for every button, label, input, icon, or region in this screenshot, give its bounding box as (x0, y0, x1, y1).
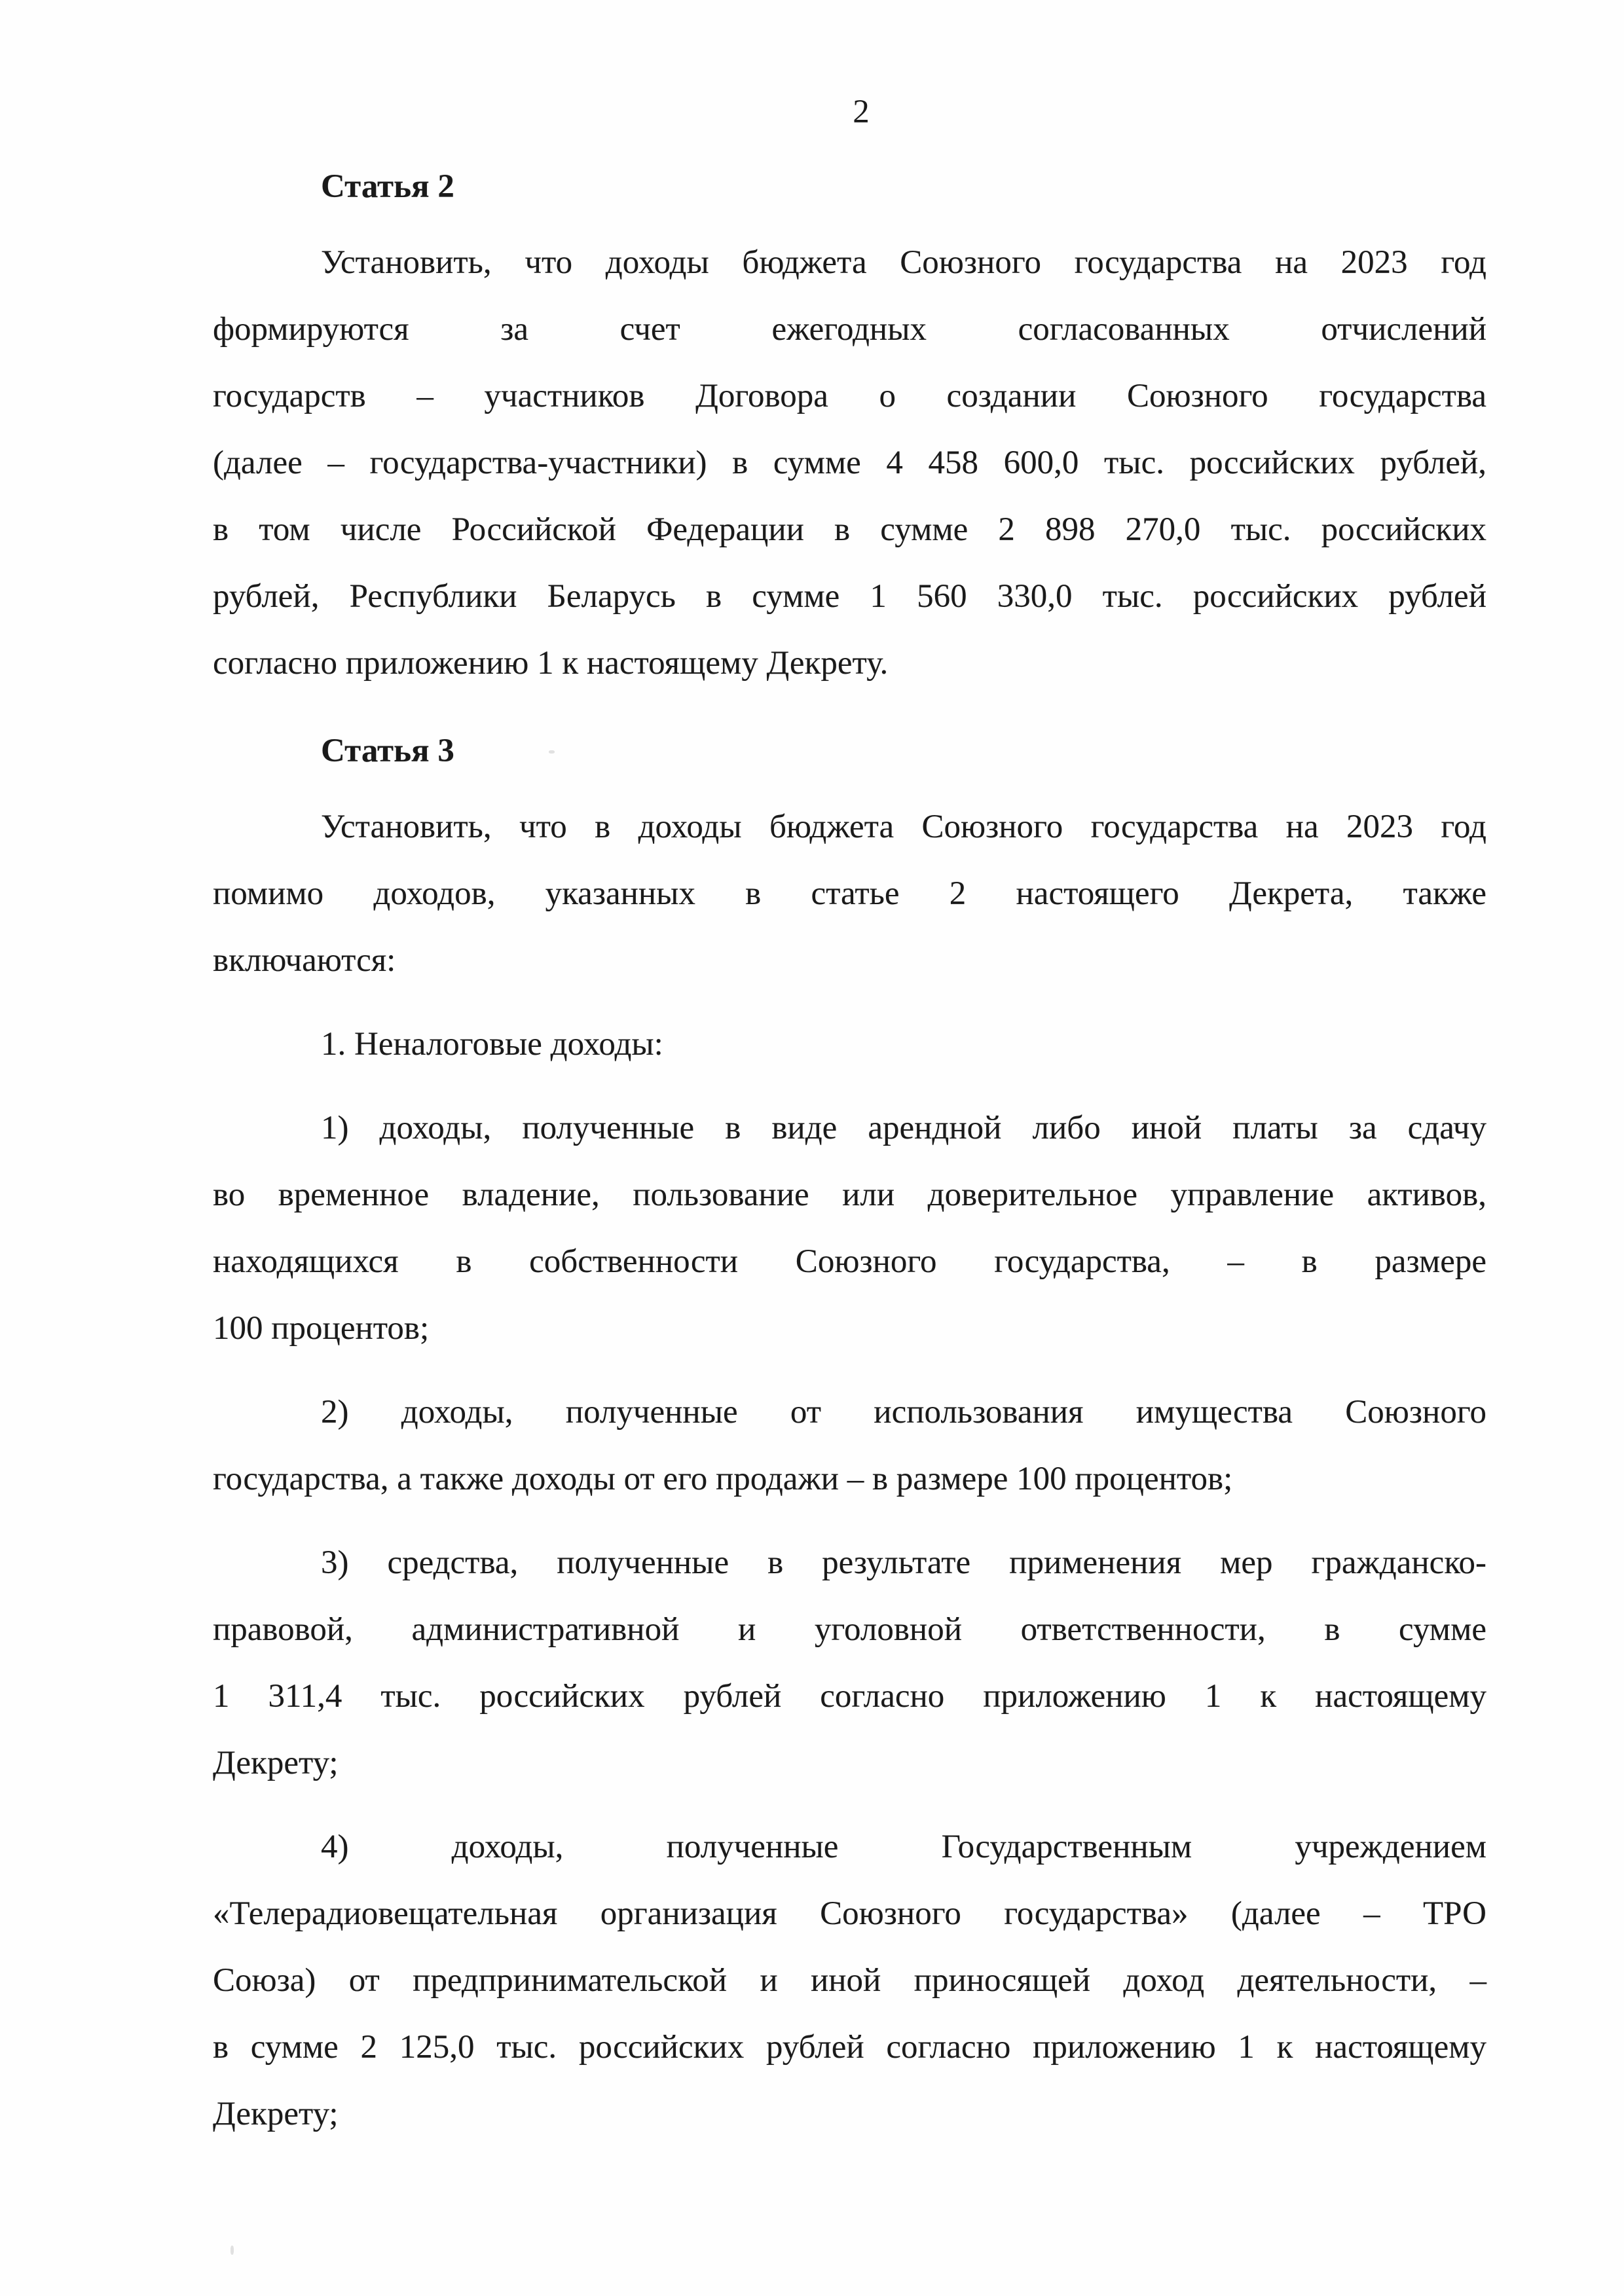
text-line: формируются за счет ежегодных согласованных отчислений (213, 311, 1486, 348)
text-line: в сумме 2 125,0 тыс. российских рублей согласно приложению 1 к настоящему (213, 2029, 1486, 2066)
text-line: 1 311,4 тыс. российских рублей согласно приложению 1 к настоящему (213, 1678, 1486, 1715)
text-line: находящихся в собственности Союзного государства, – в размере (213, 1243, 1486, 1280)
scan-artifact (231, 2246, 234, 2255)
text-line: в том числе Российской Федерации в сумме 2 898 270,0 тыс. российских (213, 511, 1486, 548)
scan-artifact (549, 750, 555, 754)
text-line: 100 процентов; (213, 1310, 430, 1347)
text-line: Статья 3 (321, 733, 454, 769)
text-line: 2) доходы, полученные от использования имущества Союзного (321, 1394, 1486, 1430)
text-line: Статья 2 (321, 168, 454, 205)
paragraph (213, 793, 1486, 994)
article-heading (213, 718, 1486, 784)
paragraph (213, 1379, 1486, 1512)
text-line: «Телерадиовещательная организация Союзного государства» (далее – ТРО (213, 1895, 1486, 1932)
paragraph (213, 229, 1486, 697)
page-number: 2 (853, 94, 870, 130)
text-line: (далее – государства-участники) в сумме 4 458 600,0 тыс. российских рублей, (213, 445, 1486, 481)
text-line: 1) доходы, полученные в виде арендной либо иной платы за сдачу (321, 1110, 1486, 1146)
paragraph (213, 1813, 1486, 2147)
text-line: правовой, административной и уголовной ответственности, в сумме (213, 1611, 1486, 1648)
text-line: включаются: (213, 942, 396, 979)
text-line: Декрету; (213, 2096, 339, 2132)
article-heading (213, 153, 1486, 220)
paragraph (213, 1095, 1486, 1362)
text-line: помимо доходов, указанных в статье 2 настоящего Декрета, также (213, 875, 1486, 912)
document-body (213, 153, 1486, 2147)
text-line: государства, а также доходы от его продажи – в размере 100 процентов; (213, 1461, 1233, 1497)
text-line: во временное владение, пользование или доверительное управление активов, (213, 1176, 1486, 1213)
text-line: Установить, что в доходы бюджета Союзного государства на 2023 год (321, 809, 1486, 845)
text-line: 1. Неналоговые доходы: (321, 1026, 663, 1063)
text-line: 4) доходы, полученные Государственным учреждением (321, 1829, 1486, 1865)
text-line: Союза) от предпринимательской и иной приносящей доход деятельности, – (213, 1962, 1486, 1999)
paragraph (213, 1011, 1486, 1078)
text-line: государств – участников Договора о создании Союзного государства (213, 378, 1486, 414)
text-line: Установить, что доходы бюджета Союзного государства на 2023 год (321, 244, 1486, 281)
text-line: Декрету; (213, 1745, 339, 1781)
text-line: согласно приложению 1 к настоящему Декрету. (213, 645, 889, 682)
paragraph (213, 1529, 1486, 1796)
text-line: рублей, Республики Беларусь в сумме 1 560 330,0 тыс. российских рублей (213, 578, 1486, 615)
text-line: 3) средства, полученные в результате применения мер гражданско- (321, 1544, 1486, 1581)
